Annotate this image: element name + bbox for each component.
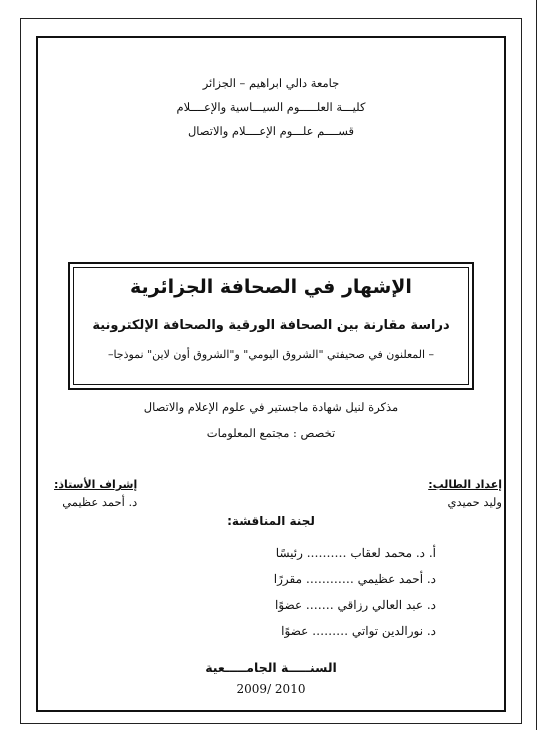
university-name: جامعة دالي ابراهيم – الجزائر bbox=[202, 76, 340, 90]
academic-year-label: السنـــــة الجامـــــعية bbox=[205, 660, 337, 675]
student-heading: إعداد الطالب: bbox=[428, 478, 502, 491]
department-name: قســــم علـــوم الإعــــلام والاتصال bbox=[187, 124, 355, 138]
specialization-line: تخصص : مجتمع المعلومات bbox=[206, 426, 336, 440]
faculty-name: كليـــة العلـــــوم السيـــاسية والإعــــلام bbox=[176, 100, 366, 114]
title-box bbox=[68, 262, 474, 390]
supervisor-heading: إشراف الأستاذ: bbox=[54, 478, 138, 491]
committee-title: لجنة المناقشة: bbox=[227, 514, 315, 528]
thesis-main-title: الإشهار في الصحافة الجزائرية bbox=[130, 276, 412, 298]
supervisor-name: د. أحمد عظيمي bbox=[62, 495, 138, 509]
academic-year-value: 2010 /2009 bbox=[236, 682, 306, 696]
supervisor-block bbox=[54, 478, 137, 509]
committee-member: أ. د. محمد لعقاب ………. رئيسًا bbox=[275, 546, 436, 560]
committee-list bbox=[176, 540, 436, 644]
student-name: وليد حميدي bbox=[447, 495, 502, 509]
cover-page bbox=[40, 40, 502, 708]
committee-member: د. نورالدين تواتي ……… عضوًا bbox=[281, 624, 436, 638]
committee-member: د. عبد العالي رزاقي ……. عضوًا bbox=[275, 598, 436, 612]
degree-line: مذكرة لنيل شهادة ماجستير في علوم الإعلام والاتصال bbox=[143, 400, 399, 414]
committee-member: د. أحمد عظيمي ………… مقررًا bbox=[273, 572, 436, 586]
page-edge-line bbox=[536, 0, 537, 730]
student-block bbox=[428, 478, 502, 509]
thesis-subtitle: دراسة مقارنة بين الصحافة الورقية والصحافة الإلكترونية bbox=[92, 318, 450, 333]
thesis-case-study: – المعلنون في صحيفتي "الشروق اليومي" و"الشروق أون لاين" نموذجا– bbox=[107, 348, 435, 361]
